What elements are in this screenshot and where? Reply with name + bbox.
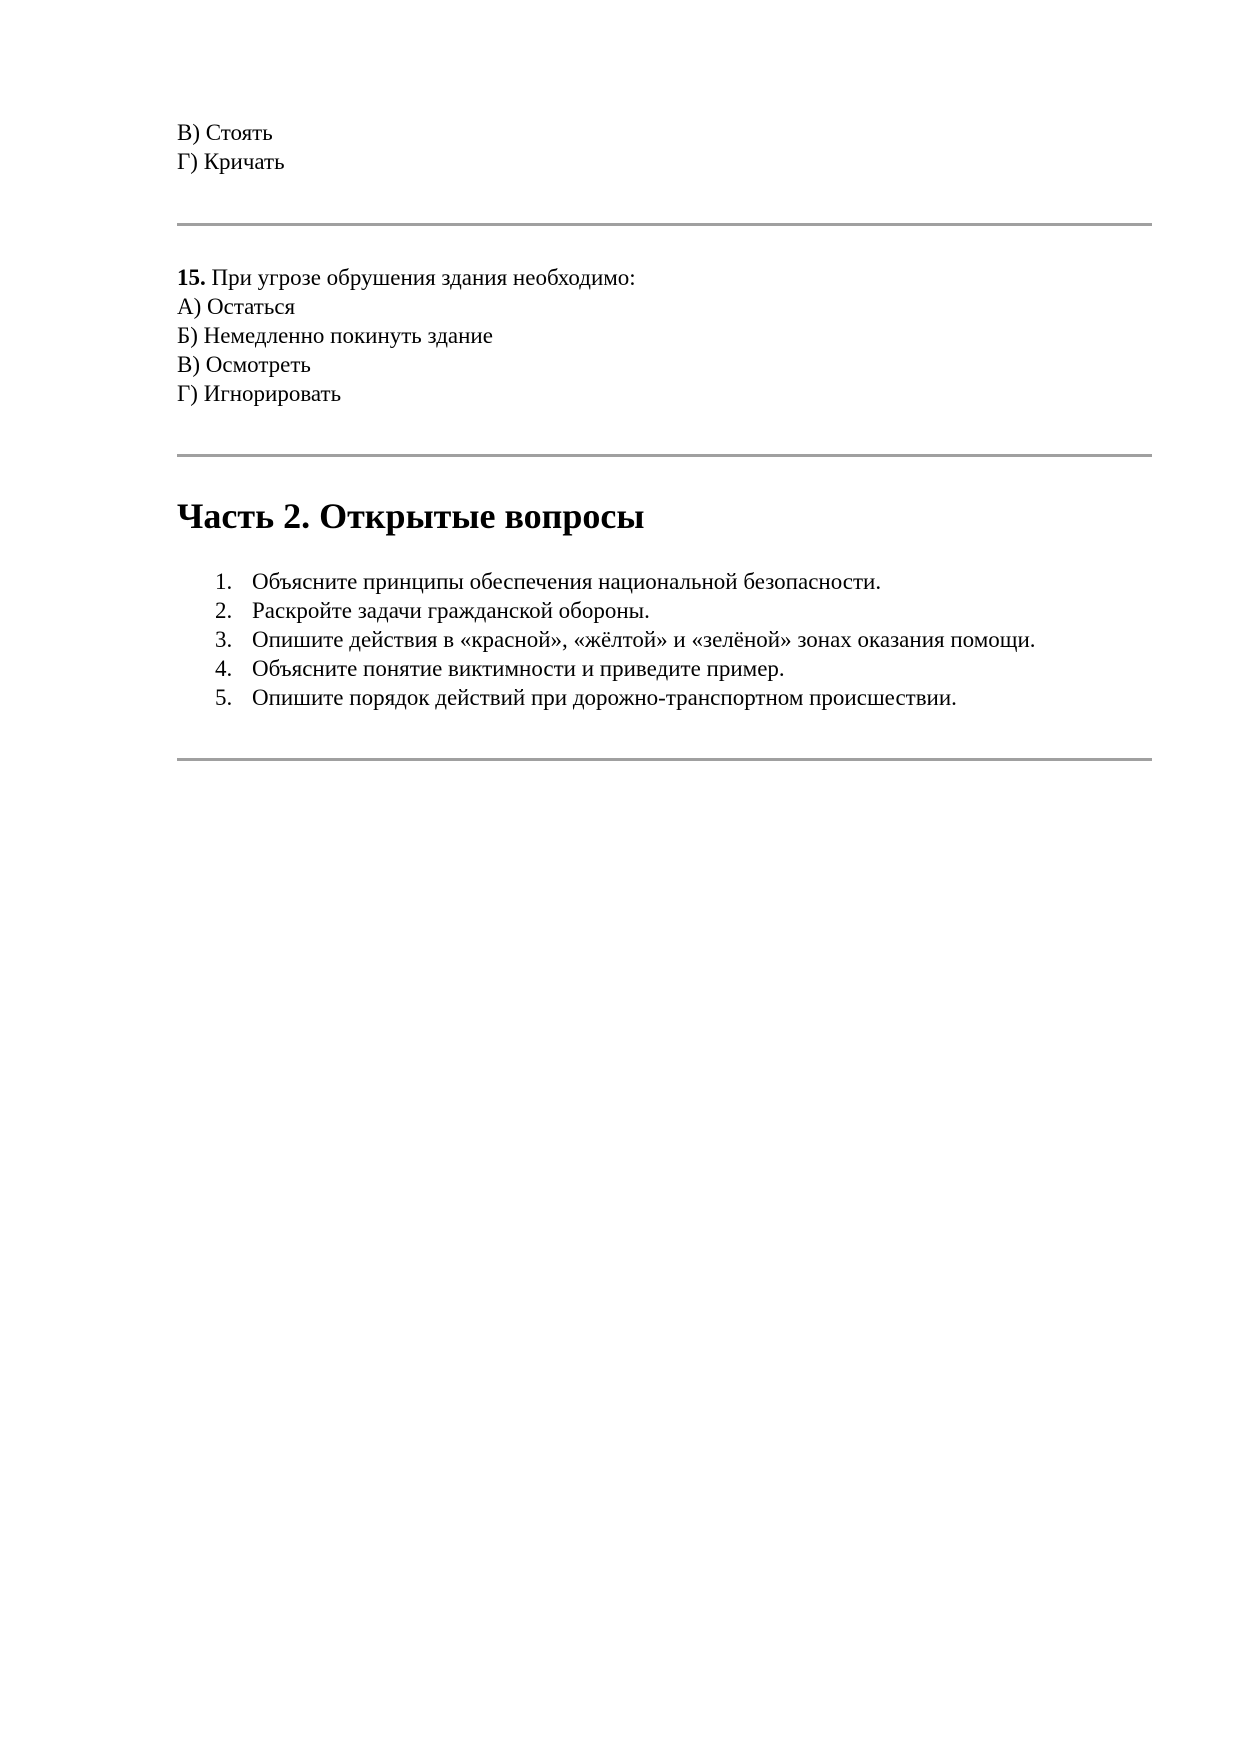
item-text: Объясните принципы обеспечения национальной безопасности. [252,569,882,594]
section-heading: Часть 2. Открытые вопросы [177,496,645,536]
divider [177,223,1152,226]
question-15 [177,263,636,408]
option-b: Б) Немедленно покинуть здание [177,323,493,348]
item-number: 5. [215,685,233,710]
list-item [177,596,1036,625]
question-14-options [177,118,285,176]
option-v: В) Осмотреть [177,352,311,377]
item-number: 1. [215,569,233,594]
item-number: 3. [215,627,233,652]
item-number: 2. [215,598,233,623]
list-item [177,654,1036,683]
option-g: Г) Кричать [177,149,285,174]
list-item [177,567,1036,596]
item-text: Опишите действия в «красной», «жёлтой» и «зелёной» зонах оказания помощи. [252,627,1036,652]
question-number: 15. [177,265,206,290]
open-questions-list [177,567,1036,712]
list-item [177,683,1036,712]
item-number: 4. [215,656,233,681]
item-text: Объясните понятие виктимности и приведите пример. [252,656,785,681]
option-a: А) Остаться [177,294,296,319]
divider [177,454,1152,457]
option-v: В) Стоять [177,120,273,145]
divider [177,758,1152,761]
item-text: Опишите порядок действий при дорожно-транспортном происшествии. [252,685,957,710]
item-text: Раскройте задачи гражданской обороны. [252,598,650,623]
question-prompt: При угрозе обрушения здания необходимо: [211,265,636,290]
list-item [177,625,1036,654]
option-g: Г) Игнорировать [177,381,342,406]
question-text [177,263,636,292]
